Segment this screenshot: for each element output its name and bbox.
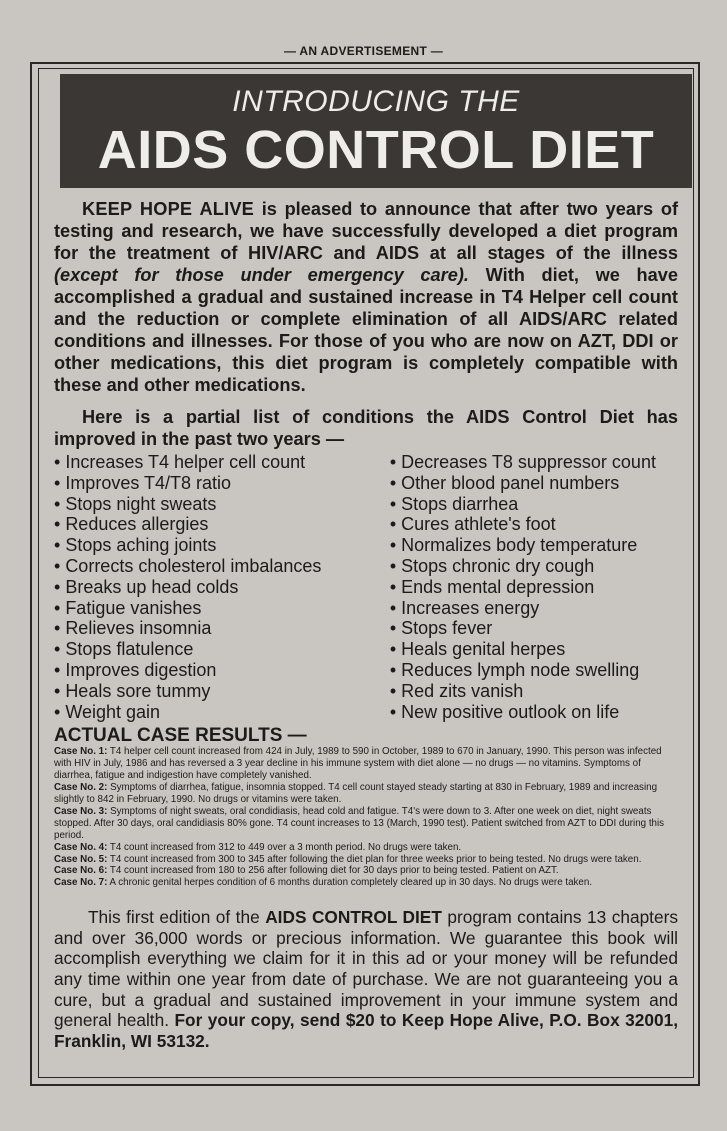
- condition-item: • Heals sore tummy: [54, 681, 390, 702]
- case-text: A chronic genital herpes condition of 6 months duration completely cleared up in 30 days. No drugs were taken.: [107, 877, 593, 889]
- condition-item: • Decreases T8 suppressor count: [390, 452, 678, 473]
- order-instructions: For your copy, send $20 to Keep Hope Alive, P.O. Box 32001, Franklin, WI 53132.: [54, 1010, 679, 1051]
- case-label: Case No. 4:: [54, 841, 108, 853]
- condition-item: • Other blood panel numbers: [390, 473, 678, 494]
- case-text: T4 count increased from 300 to 345 after following the diet plan for three weeks prior to being tested. No drugs were taken.: [107, 853, 642, 865]
- condition-item: • Stops diarrhea: [390, 494, 678, 515]
- condition-item: • Cures athlete's foot: [390, 514, 678, 535]
- conditions-left-column: [54, 452, 390, 722]
- case-text: Symptoms of diarrhea, fatigue, insomnia stopped. T4 cell count stayed steady starting at 830 in February, 1989 and increasing slightly to 842 in February, 1990. No drugs or vitamins were taken.: [54, 782, 658, 805]
- conditions-right-column: [390, 452, 678, 722]
- condition-item: • Reduces allergies: [54, 514, 390, 535]
- condition-item: • Stops fever: [390, 618, 678, 639]
- condition-item: • Increases T4 helper cell count: [54, 452, 390, 473]
- condition-item: • Stops chronic dry cough: [390, 556, 678, 577]
- case-result: [54, 854, 678, 866]
- case-label: Case No. 6:: [54, 865, 108, 877]
- case-result: [54, 877, 678, 889]
- org-name: KEEP HOPE ALIVE: [82, 199, 255, 219]
- condition-item: • Corrects cholesterol imbalances: [54, 556, 390, 577]
- case-label: Case No. 1:: [54, 746, 108, 758]
- conditions-heading: Here is a partial list of conditions the AIDS Control Diet has improved in the past two years —: [54, 407, 678, 449]
- closing-text-1: This first edition of the: [88, 907, 266, 928]
- case-label: Case No. 2:: [54, 782, 108, 794]
- intro-text-1: is pleased to announce that after two years of testing and research, we have successfully developed a diet program for the treatment of HIV/ARC and AIDS at all stages of the illness: [54, 199, 678, 263]
- condition-item: • Ends mental depression: [390, 577, 678, 598]
- case-results-heading: ACTUAL CASE RESULTS —: [54, 725, 307, 747]
- case-result: [54, 865, 678, 877]
- closing-paragraph: [54, 907, 678, 1051]
- banner-intro: INTRODUCING THE: [232, 85, 520, 118]
- closing-text-2: program contains 13 chapters and over 36,000 words or precious information. We guarantee this book will accomplish everything we claim for it in this ad or your money will be refunded any time within one year from date of purchase. We are not guaranteeing you a cure, but a gradual and sustained improvement in your immune system and general health.: [54, 907, 678, 1031]
- condition-item: • Breaks up head colds: [54, 577, 390, 598]
- intro-text-2: With diet, we have accomplished a gradual and sustained increase in T4 Helper cell count and the reduction or complete elimination of all AIDS/ARC related conditions and illnesses. For those of you who are now on AZT, DDI or other medications, this diet program is completely compatible with these and other medications.: [54, 265, 679, 395]
- title-banner: [60, 74, 692, 188]
- condition-item: • Improves T4/T8 ratio: [54, 473, 390, 494]
- condition-item: • New positive outlook on life: [390, 702, 678, 723]
- condition-item: • Relieves insomnia: [54, 618, 390, 639]
- closing-book-title: AIDS CONTROL DIET: [265, 907, 442, 928]
- case-label: Case No. 3:: [54, 805, 108, 817]
- advertisement-label: — AN ADVERTISEMENT —: [283, 44, 444, 58]
- intro-paragraph: [54, 198, 678, 396]
- case-text: Symptoms of night sweats, oral condidiasis, head cold and fatigue. T4's were down to 3. After one week on diet, night sweats stopped. After 30 days, oral candidiasis 80% gone. T4 count increases to 13 (March, 1990 test). Patient switched from AZT to DDI during this period.: [54, 805, 665, 841]
- condition-item: • Normalizes body temperature: [390, 535, 678, 556]
- case-label: Case No. 5:: [54, 853, 108, 865]
- condition-item: • Improves digestion: [54, 660, 390, 681]
- condition-item: • Increases energy: [390, 598, 678, 619]
- condition-item: • Red zits vanish: [390, 681, 678, 702]
- case-result: [54, 782, 678, 806]
- conditions-list: [54, 452, 678, 722]
- case-text: T4 helper cell count increased from 424 in July, 1989 to 590 in October, 1989 to 670 in January, 1990. This person was infected with HIV in July, 1986 and has reversed a 3 year decline in his immune system with diet alone — no drugs — no vitamins. Symptoms of diarrhea, fatigue and indigestion have completely vanished.: [54, 746, 662, 782]
- condition-item: • Stops flatulence: [54, 639, 390, 660]
- condition-item: • Reduces lymph node swelling: [390, 660, 678, 681]
- condition-item: • Heals genital herpes: [390, 639, 678, 660]
- condition-item: • Stops night sweats: [54, 494, 390, 515]
- case-result: [54, 842, 678, 854]
- case-result: [54, 806, 678, 842]
- condition-item: • Fatigue vanishes: [54, 598, 390, 619]
- case-text: T4 count increased from 312 to 449 over a 3 month period. No drugs were taken.: [107, 841, 462, 853]
- banner-title: AIDS CONTROL DIET: [97, 120, 655, 180]
- ad-body: [54, 198, 678, 1051]
- intro-italic: (except for those under emergency care).: [54, 265, 469, 285]
- case-text: T4 count increased from 180 to 256 after following diet for 30 days prior to being tested. Patient on AZT.: [107, 865, 559, 877]
- condition-item: • Weight gain: [54, 702, 390, 723]
- case-results-list: [54, 746, 678, 889]
- case-label: Case No. 7:: [54, 877, 108, 889]
- case-result: [54, 746, 678, 782]
- condition-item: • Stops aching joints: [54, 535, 390, 556]
